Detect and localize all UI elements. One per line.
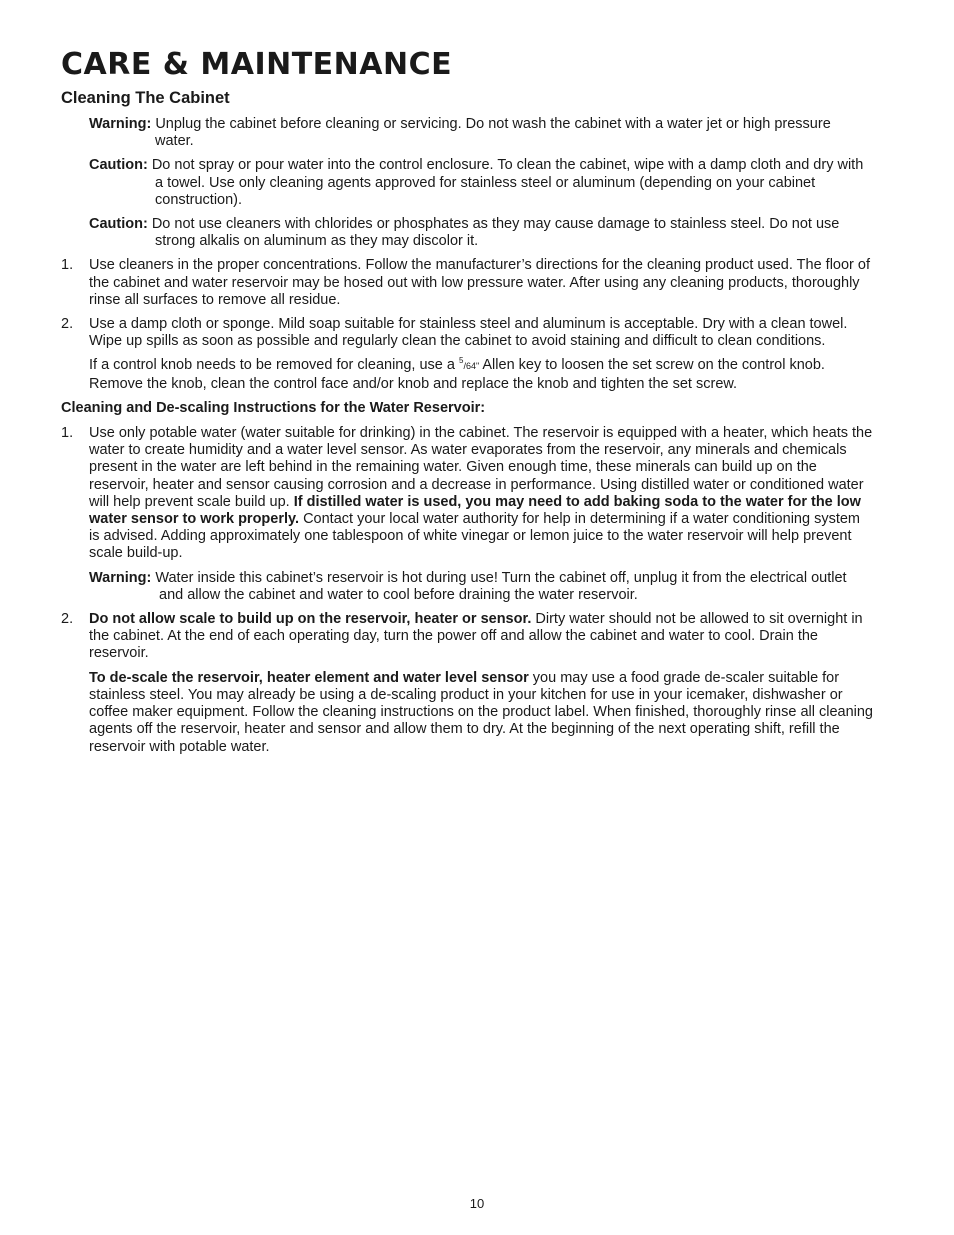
caution-text: Do not use cleaners with chlorides or phosphates as they may cause damage to stainless steel. Do not use strong alkalis on aluminum as they may discolor it.	[151, 216, 840, 250]
list-number: 2.	[61, 316, 74, 333]
list-number: 2.	[61, 611, 74, 628]
caution-label: Caution:	[89, 216, 148, 233]
descale-paragraph	[89, 670, 873, 756]
descale-text: you may use a food grade de-scaler suitable for stainless steel. You may already be using a de-scaling product in your kitchen for use in your icemaker, dishwasher or coffee maker equipment. Follow the cleaning instructions on the product label. When finished, thoroughly rinse all cleaning agents off the reservoir, heater and sensor and allow them to dry. At the beginning of the next operating shift, refill the reservoir with potable water.	[89, 669, 873, 755]
section-heading-reservoir: Cleaning and De-scaling Instructions for the Water Reservoir:	[61, 399, 486, 416]
list-bold-text: If distilled water is used, you may need to add baking soda to the water for the low water sensor to work properly.	[89, 493, 861, 528]
list-text: Use cleaners in the proper concentrations. Follow the manufacturer’s directions for the cleaning product used. The floor of the cabinet and water reservoir may be hosed out with low pressure water. After using any cleaning products, thoroughly rinse all surfaces to remove all residue.	[89, 257, 871, 308]
warning-note-reservoir	[89, 570, 873, 604]
warning-label: Warning:	[89, 569, 152, 586]
caution-label: Caution:	[89, 157, 148, 174]
list-item	[61, 611, 873, 663]
page-number: 10	[469, 1196, 485, 1211]
caution-note-2	[89, 216, 873, 250]
list-item	[61, 257, 873, 309]
caution-text: Do not spray or pour water into the control enclosure. To clean the cabinet, wipe with a damp cloth and dry with a towel. Use only cleaning agents approved for stainless steel or aluminum (depending on your cabinet construction).	[151, 157, 864, 208]
list-text-after: Contact your local water authority for help in determining if a water conditioning system is advised. Adding approximately one tablespoon of white vinegar or lemon juice to the water reservoir will help prevent scale build-up.	[89, 511, 860, 562]
knob-text-before: If a control knob needs to be removed for cleaning, use a	[89, 357, 459, 374]
section-heading-cleaning-cabinet: Cleaning The Cabinet	[61, 89, 230, 107]
control-knob-paragraph	[89, 357, 873, 392]
descale-bold-text: To de-scale the reservoir, heater element and water level sensor	[89, 669, 529, 686]
warning-text: Unplug the cabinet before cleaning or servicing. Do not wash the cabinet with a water jet or high pressure water.	[155, 116, 831, 150]
warning-label: Warning:	[89, 116, 152, 132]
document-page	[61, 48, 873, 763]
warning-text: Water inside this cabinet’s reservoir is hot during use! Turn the cabinet off, unplug it from the electrical outlet and allow the cabinet and water to cool before draining the water reservoir.	[155, 569, 847, 603]
warning-note	[89, 116, 873, 150]
fraction-denominator: /64"	[463, 361, 480, 372]
list-item	[61, 316, 873, 350]
knob-text-after: Allen key to loosen the set screw on the control knob. Remove the knob, clean the control face and/or knob and replace the knob and tighten the set screw.	[89, 357, 825, 392]
list-number: 1.	[61, 425, 74, 442]
list-text: Use only potable water (water suitable for drinking) in the cabinet. The reservoir is equipped with a heater, which heats the water to create humidity and a water level sensor. As water evaporates from the reservoir, any minerals and chemicals present in the water are left behind in the remaining water. Given enough time, these minerals can build up on the reservoir, heater and sensor causing corrosion and a decrease in performance. Using distilled water or conditioned water will help prevent scale build up.	[89, 425, 873, 510]
page-title: CARE & MAINTENANCE	[61, 47, 453, 82]
list-item	[61, 425, 873, 563]
list-number: 1.	[61, 257, 74, 274]
list-text: Use a damp cloth or sponge. Mild soap suitable for stainless steel and aluminum is acceptable. Dry with a clean towel. Wipe up spills as soon as possible and regularly clean the cabinet to avoid staining and difficult to clean conditions.	[89, 316, 848, 350]
list-text: Dirty water should not be allowed to sit overnight in the cabinet. At the end of each operating day, turn the power off and allow the cabinet and water to cool. Drain the reservoir.	[89, 611, 863, 662]
fraction-numerator: 5	[458, 356, 464, 366]
caution-note-1	[89, 157, 873, 209]
list-bold-text: Do not allow scale to build up on the reservoir, heater or sensor.	[89, 611, 532, 628]
